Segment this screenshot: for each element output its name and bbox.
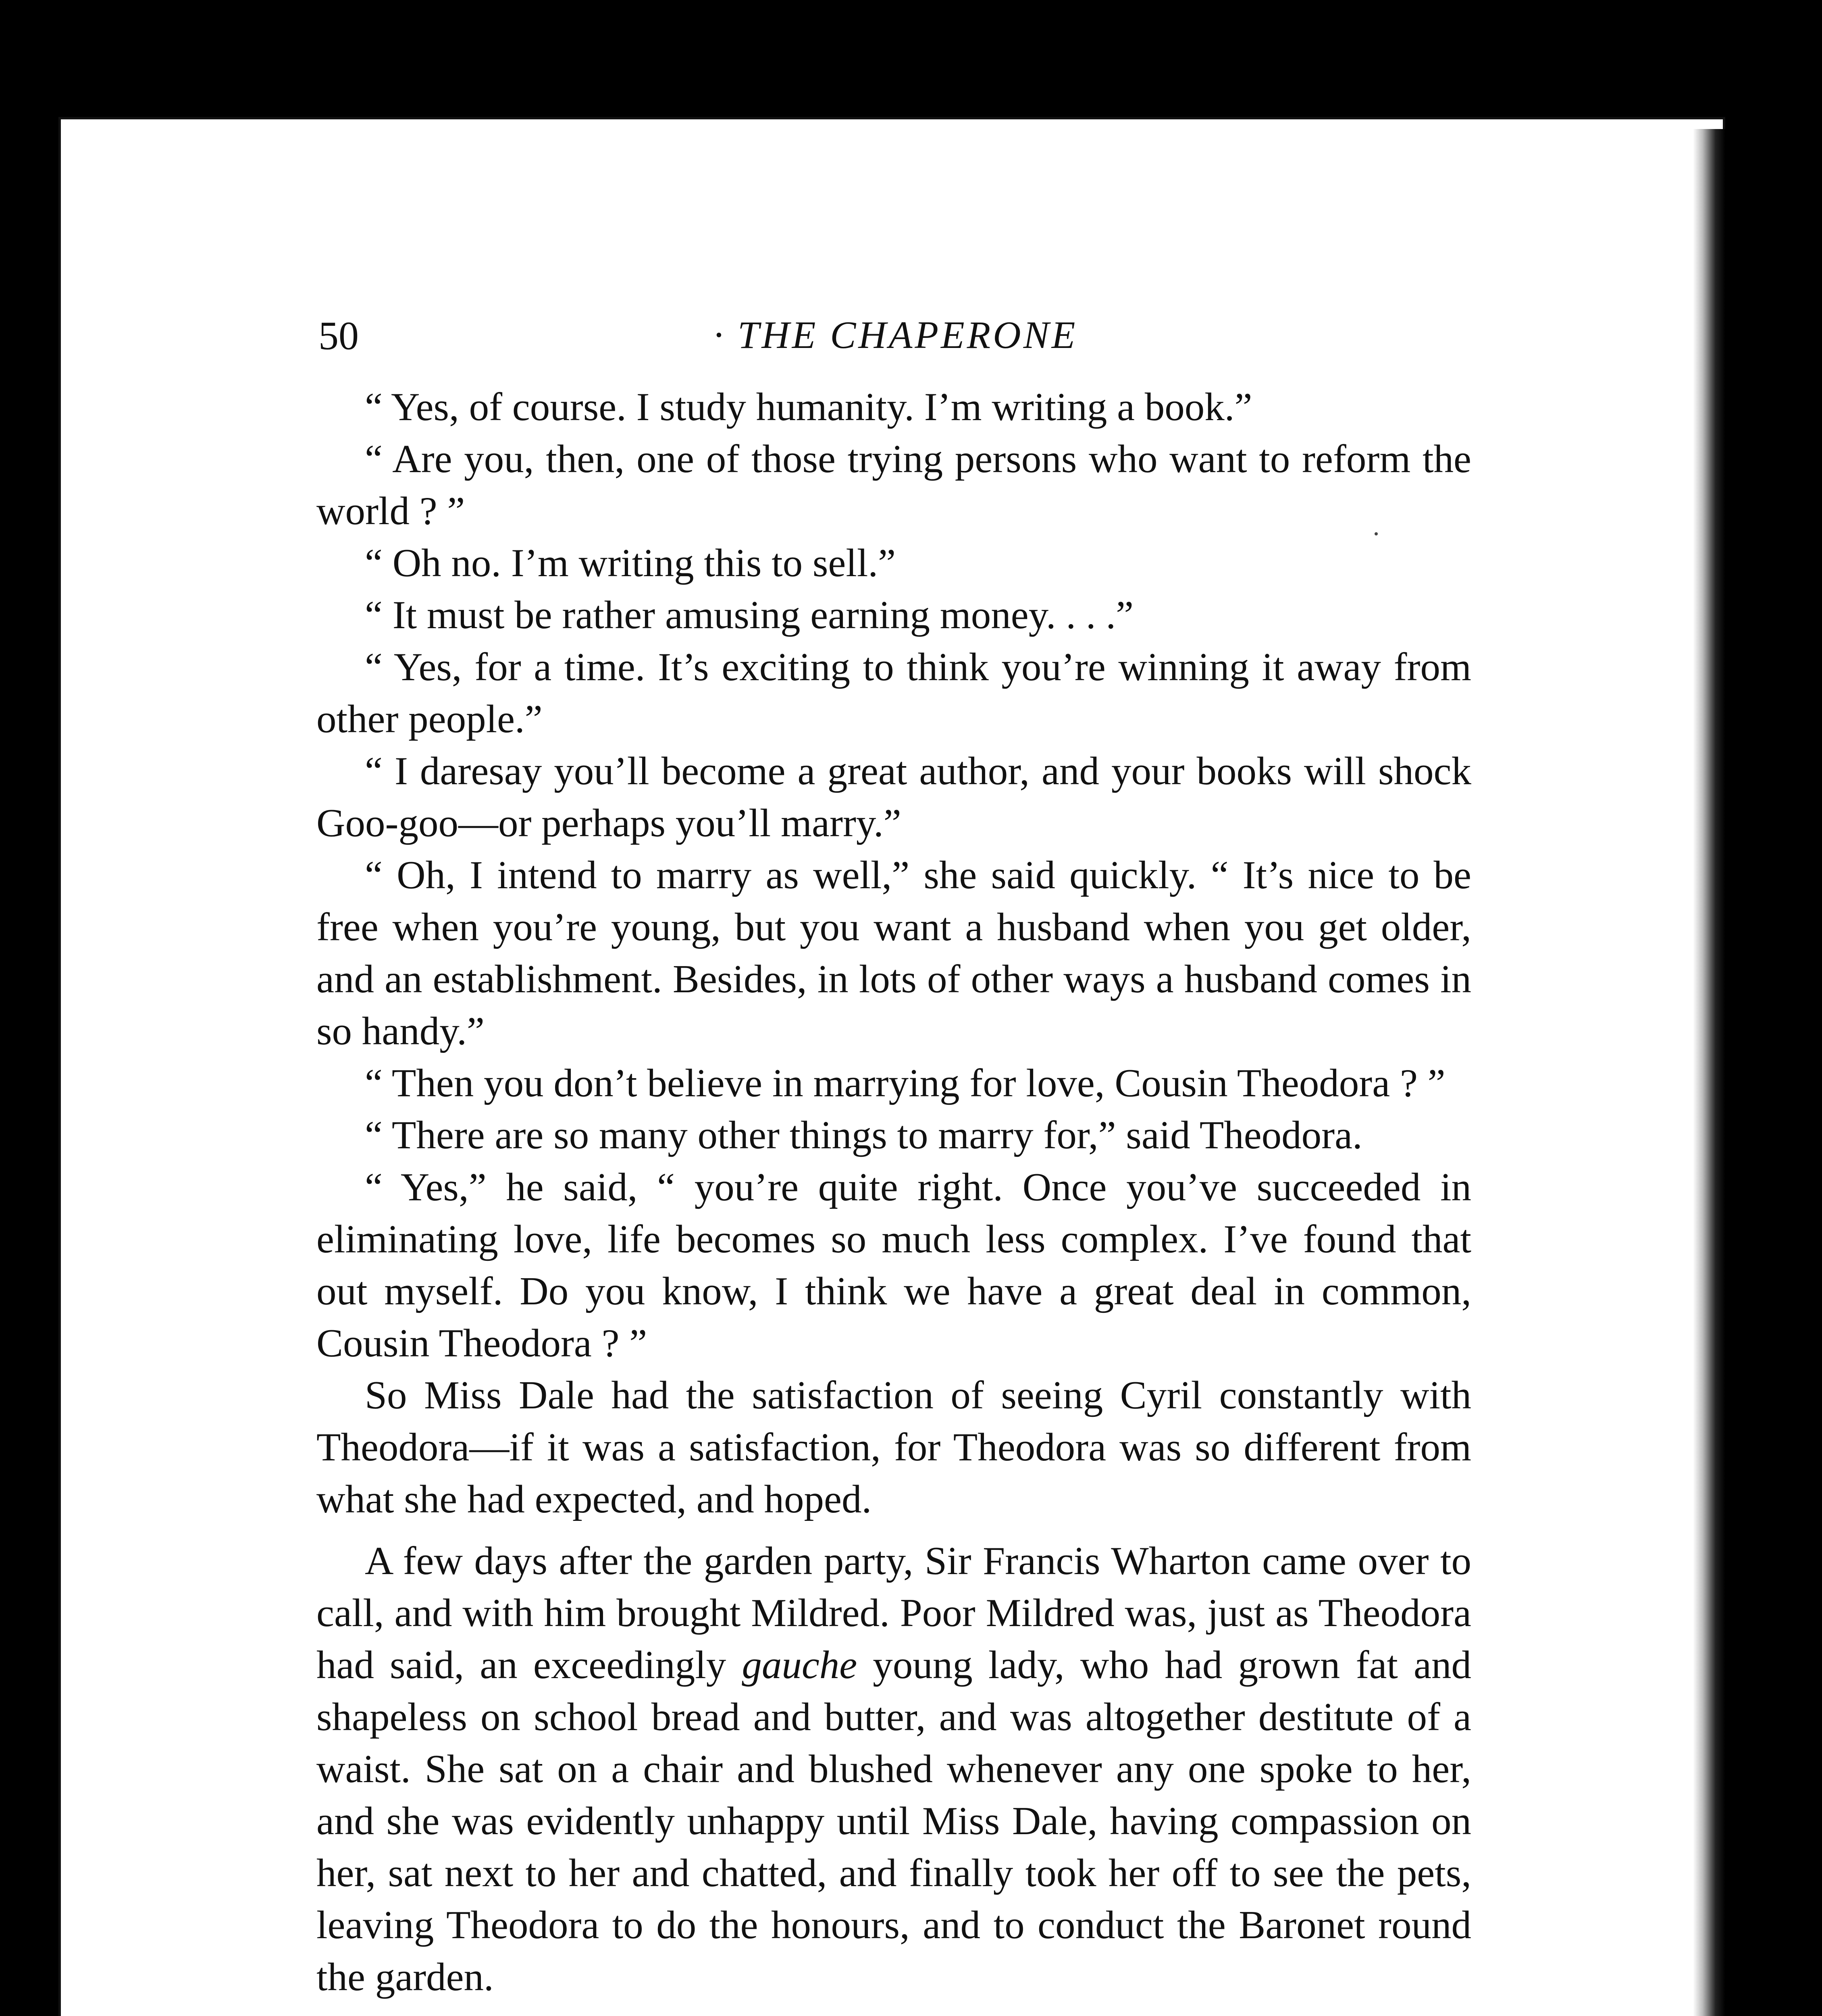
page-number: 50 (318, 313, 359, 358)
paragraph: “ It must be rather amusing earning money. . . .” (365, 593, 1134, 637)
paragraph: “ I daresay you’ll become a great author, and your books will shock Goo-goo—or perhaps you’ll marry.” (316, 749, 1471, 845)
paragraph: “ There are so many other things to marry for,” said Theodora. (365, 1113, 1362, 1157)
page-header (318, 312, 1471, 373)
italic-word: gauche (742, 1643, 857, 1687)
running-title: · THE CHAPERONE (713, 313, 1078, 356)
scan-speck (1375, 532, 1378, 535)
paragraph: So Miss Dale had the satisfaction of seeing Cyril constantly with Theodora—if it was a satisfaction, for Theodora was so different from what she had expected, and hoped. (316, 1373, 1471, 1521)
scan-top-border (0, 0, 1822, 117)
paragraph-text: young lady, who had grown fat and shapeless on school bread and butter, and was altogether destitute of a waist. She sat on a chair and blushed whenever any one spoke to her, and she was evidently unhappy until Miss Dale, having compassion on her, sat next to her and chatted, and finally took her off to see the pets, leaving Theodora to do the honours, and to conduct the Baronet round the garden. (316, 1643, 1471, 1999)
paragraph: “ Yes, of course. I study humanity. I’m writing a book.” (365, 385, 1252, 429)
paragraph: “ Yes, for a time. It’s exciting to think you’re winning it away from other people.” (316, 645, 1471, 741)
paragraph: “ Then you don’t believe in marrying for love, Cousin Theodora ? ” (365, 1061, 1446, 1105)
scan-right-border (1725, 117, 1822, 2016)
paragraph: “ Yes,” he said, “ you’re quite right. Once you’ve succeeded in eliminating love, life becomes so much less complex. I’ve found that out myself. Do you know, I think we have a great deal in common, Cousin Theodora ? ” (316, 1165, 1471, 1365)
paragraph-text: A few days after the garden party, Sir Francis Wharton came over to call, and with him brought Mildred. Poor Mildred was, just as Theodora had said, an exceedingly (316, 1539, 1471, 1687)
page-spine-shadow (1693, 129, 1725, 2016)
paragraph: “ Oh, I intend to marry as well,” she said quickly. “ It’s nice to be free when you’re young, but you want a husband when you get older, and an establishment. Besides, in lots of other ways a husband comes in so handy.” (316, 853, 1471, 1053)
body-text (316, 381, 1471, 2016)
paragraph: “ Are you, then, one of those trying persons who want to reform the world ? ” (316, 437, 1471, 533)
paragraph-wharton (316, 1535, 1471, 2003)
paragraph: “ Oh no. I’m writing this to sell.” (365, 541, 896, 585)
scan-left-border (0, 117, 58, 2016)
paragraph-final (316, 2013, 1471, 2016)
